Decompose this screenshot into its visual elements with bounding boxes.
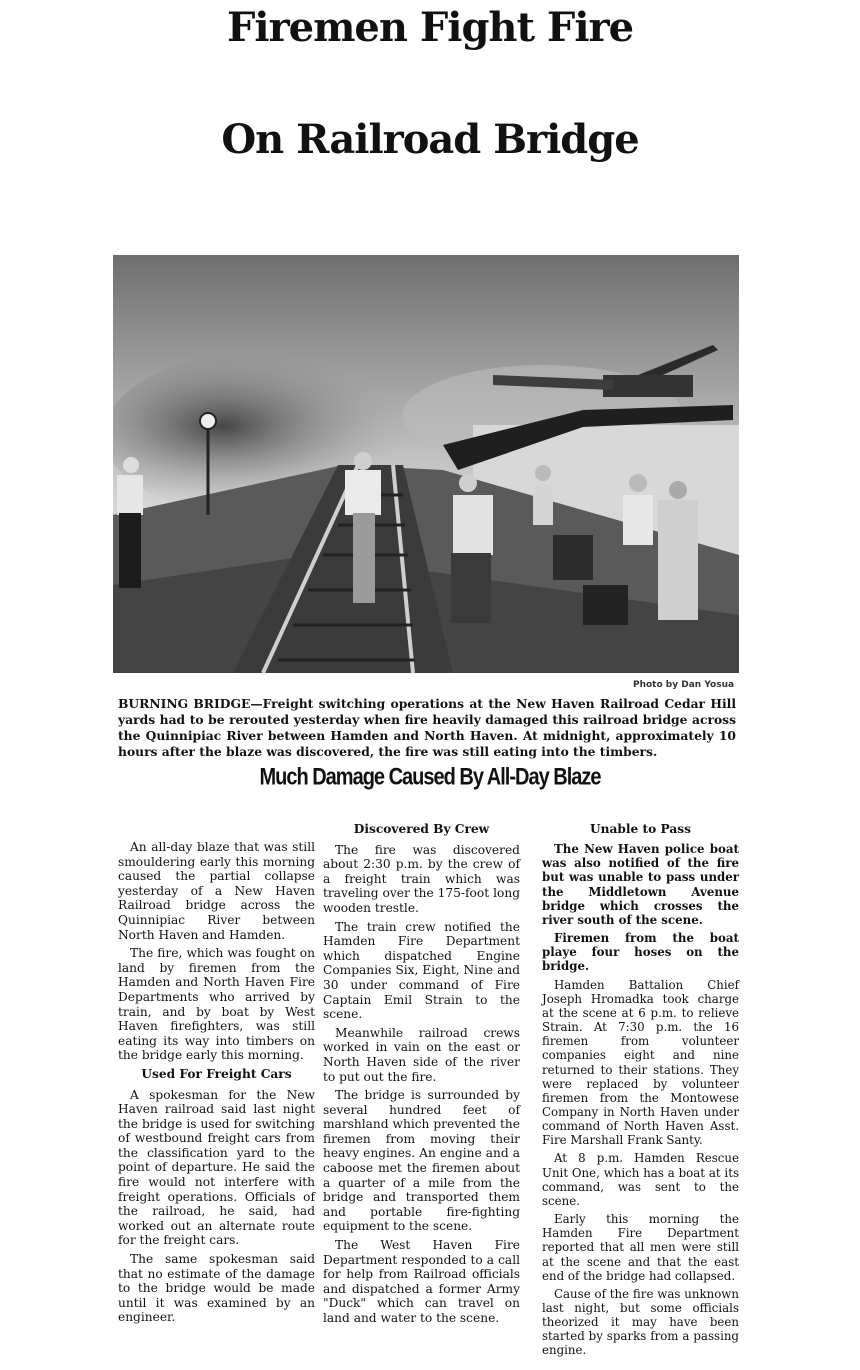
headline-line-1: Firemen Fight Fire	[226, 4, 634, 51]
subhead: Unable to Pass	[590, 822, 691, 836]
paragraph: The fire, which was fought on land by firemen from the Hamden and North Haven Fire Departments who arrived by train, and by boat by West Haven firefighters, was still eating its way into timbers on the bridge early this morning.	[118, 946, 315, 1063]
paragraph: The bridge is surrounded by several hundred feet of marshland which prevented the firemen from moving their heavy engines. An engine and a caboose met the firemen about a quarter of a mile from the bridge and transported them and portable fire-fighting equipment to the scene.	[323, 1088, 520, 1234]
paragraph: A spokesman for the New Haven railroad said last night the bridge is used for switching of westbound freight cars from the classification yard to the point of departure. He said the fire would not interfere with freight operations. Officials of the railroad, he said, had worked out an alternate route for the freight cars.	[118, 1087, 315, 1248]
paragraph: Cause of the fire was unknown last night, but some officials theorized it may have been started by sparks from a passing engine.	[542, 1286, 739, 1358]
paragraph: The fire was discovered about 2:30 p.m. by the crew of a freight train which was traveling over the 175-foot long wooden trestle.	[323, 842, 520, 915]
article-column-1	[118, 840, 315, 1329]
paragraph: Firemen from the boat playe four hoses on the bridge.	[542, 931, 739, 974]
subhead: Used For Freight Cars	[141, 1066, 292, 1081]
subheadline: Much Damage Caused By All-Day Blaze	[259, 764, 601, 791]
subhead: Discovered By Crew	[353, 822, 490, 836]
paragraph: The New Haven police boat was also notified of the fire but was unable to pass under the Middletown Avenue bridge which crosses the river south of the scene.	[542, 842, 739, 927]
paragraph: The same spokesman said that no estimate of the damage to the bridge would be made until it was examined by an engineer.	[118, 1252, 315, 1325]
paragraph: Hamden Battalion Chief Joseph Hromadka took charge at the scene at 6 p.m. to relieve Strain. At 7:30 p.m. the 16 firemen from volunteer companies eight and nine returned to their stations. They were replaced by volunteer firemen from the Montowese Company in North Haven under command of North Haven Asst. Fire Marshall Frank Santy.	[542, 977, 739, 1148]
paragraph: The train crew notified the Hamden Fire Department which dispatched Engine Companies Six, Eight, Nine and 30 under command of Fire Captain Emil Strain to the scene.	[323, 919, 520, 1022]
headline-line-2: On Railroad Bridge	[221, 116, 639, 163]
paragraph: The West Haven Fire Department responded to a call for help from Railroad officials and dispatched a former Army "Duck" which can travel on land and water to the scene.	[323, 1238, 520, 1325]
paragraph: Early this morning the Hamden Fire Department reported that all men were still at the scene and that the east end of the bridge had collapsed.	[542, 1212, 739, 1283]
article-column-3	[542, 818, 739, 1362]
photo-credit: Photo by Dan Yosua	[633, 680, 735, 690]
news-photo	[113, 255, 739, 673]
paragraph: At 8 p.m. Hamden Rescue Unit One, which has a boat at its command, was sent to the scene.	[542, 1151, 739, 1208]
article-column-2	[323, 818, 520, 1330]
photo-caption: BURNING BRIDGE—Freight switching operations at the New Haven Railroad Cedar Hill yards had to be rerouted yesterday when fire heavily damaged this railroad bridge across the Quinnipiac River between Hamden and North Haven. At midnight, approximately 10 hours after the blaze was discovered, the fire was still eating into the timbers.	[118, 696, 736, 759]
paragraph: An all-day blaze that was still smouldering early this morning caused the partial collapse yesterday of a New Haven Railroad bridge across the Quinnipiac River between North Haven and Hamden.	[118, 840, 315, 942]
paragraph: Meanwhile railroad crews worked in vain on the east or North Haven side of the river to put out the fire.	[323, 1025, 520, 1084]
